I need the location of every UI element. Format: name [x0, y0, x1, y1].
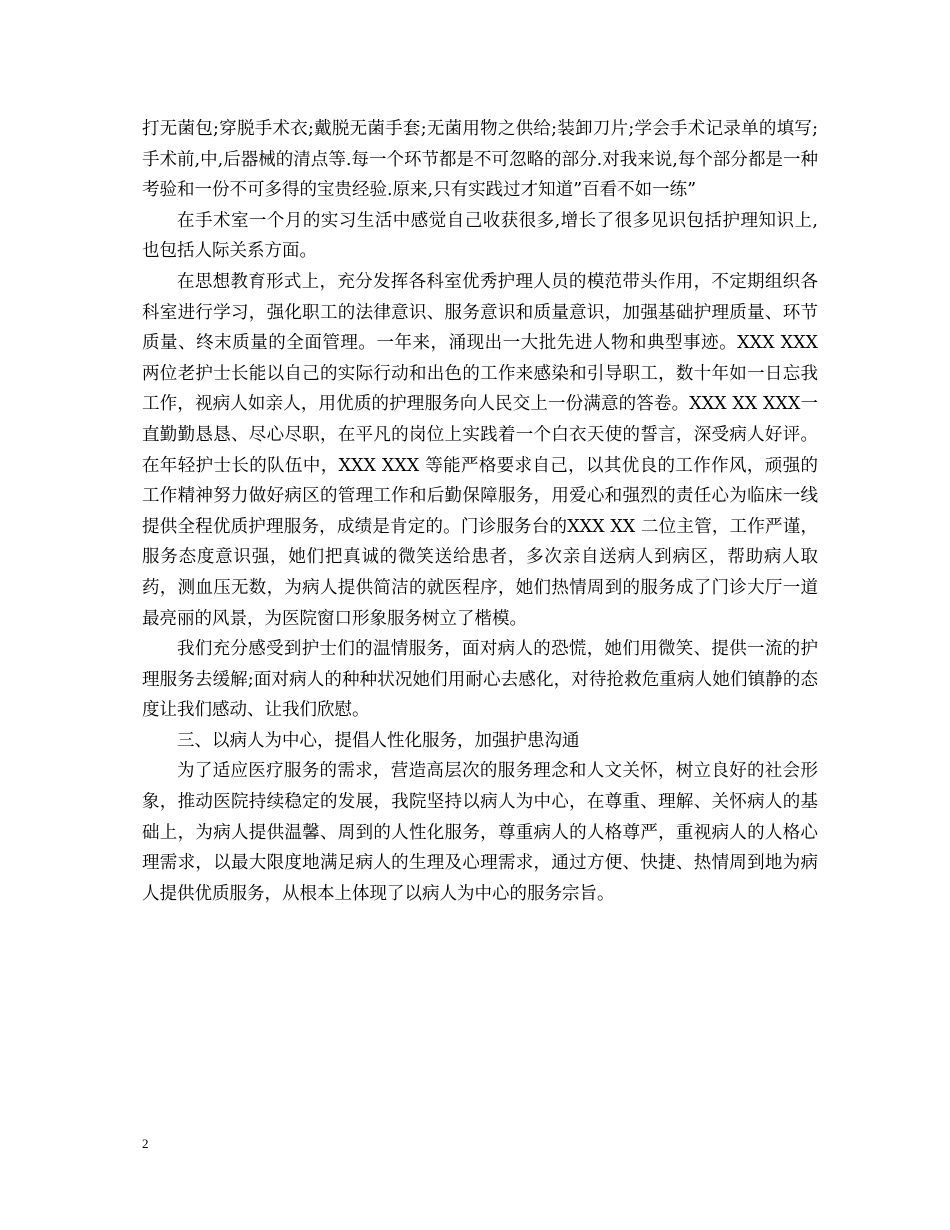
- document-body: [142, 114, 818, 909]
- paragraph-2: 在手术室一个月的实习生活中感觉自己收获很多,增长了很多见识包括护理知识上,也包括人际关系方面。: [142, 210, 818, 262]
- page-number: 2: [142, 1136, 149, 1151]
- paragraph-5: 为了适应医疗服务的需求，营造高层次的服务理念和人文关怀，树立良好的社会形象，推动医院持续稳定的发展，我院坚持以病人为中心，在尊重、理解、关怀病人的基础上，为病人提供温馨、周到的人性化服务，尊重病人的人格尊严，重视病人的人格心理需求，以最大限度地满足病人的生理及心理需求，通过方便、快捷、热情周到地为病人提供优质服务，从根本上体现了以病人为中心的服务宗旨。: [142, 761, 818, 904]
- paragraph-4: 我们充分感受到护士们的温情服务，面对病人的恐慌，她们用微笑、提供一流的护理服务去缓解;面对病人的种种状况她们用耐心去感化，对待抢救危重病人她们镇静的态度让我们感动、让我们欣慰。: [142, 639, 818, 721]
- section-heading: 三、以病人为中心，提倡人性化服务，加强护患沟通: [177, 730, 580, 751]
- paragraph-1: 打无菌包;穿脱手术衣;戴脱无菌手套;无菌用物之供给;装卸刀片;学会手术记录单的填写;手术前,中,后器械的清点等.每一个环节都是不可忽略的部分.对我来说,每个部分都是一种考验和一份不可多得的宝贵经验.原来,只有实践过才知道”百看不如一练”: [142, 119, 818, 201]
- paragraph-3: 在思想教育形式上，充分发挥各科室优秀护理人员的模范带头作用，不定期组织各科室进行学习，强化职工的法律意识、服务意识和质量意识，加强基础护理质量、环节质量、终末质量的全面管理。一年来，涌现出一大批先进人物和典型事迹。XXX XXX 两位老护士长能以自己的实际行动和出色的工作来感染和引导职工，数十年如一日忘我工作，视病人如亲人，用优质的护理服务向人民交上一份满意的答卷。XXX XX XXX一直勤勤恳恳、尽心尽职，在平凡的岗位上实践着一个白衣天使的誓言，深受病人好评。在年轻护士长的队伍中，XXX XXX 等能严格要求自己，以其优良的工作作风，顽强的工作精神努力做好病区的管理工作和后勤保障服务，用爱心和强烈的责任心为临床一线提供全程优质护理服务，成绩是肯定的。门诊服务台的XXX XX 二位主管，工作严谨，服务态度意识强，她们把真诚的微笑送给患者，多次亲自送病人到病区，帮助病人取药，测血压无数，为病人提供简洁的就医程序，她们热情周到的服务成了门诊大厅一道最亮丽的风景，为医院窗口形象服务树立了楷模。: [142, 271, 818, 629]
